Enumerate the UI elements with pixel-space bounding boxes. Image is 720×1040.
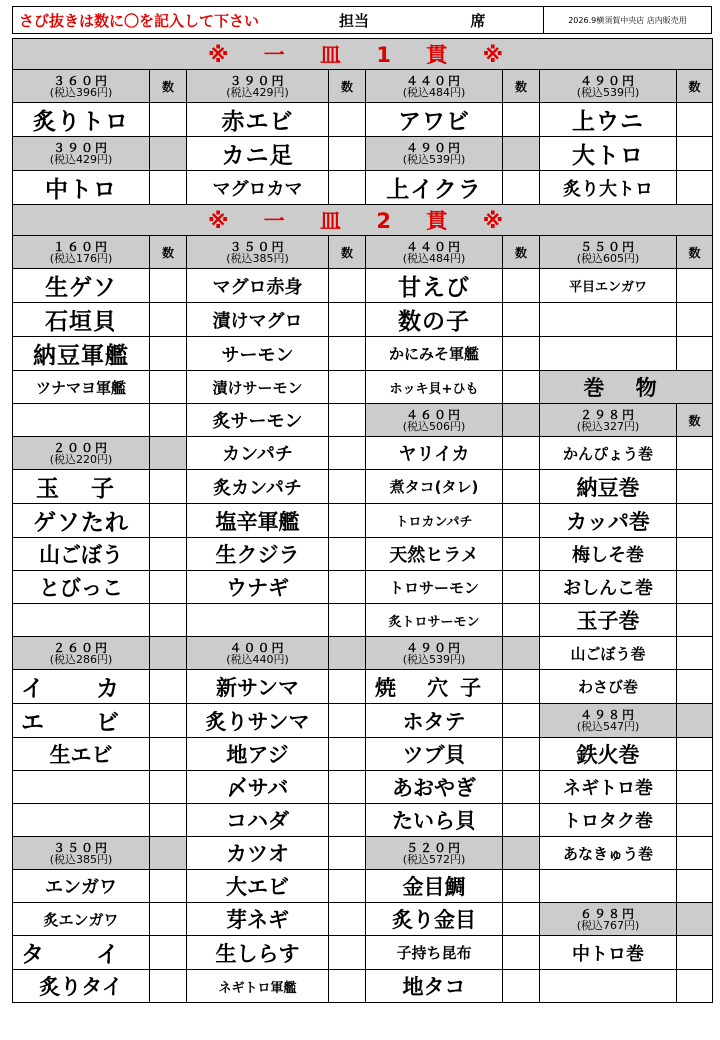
item-name: イ カ bbox=[13, 670, 150, 704]
item-name: 炙りトロ bbox=[13, 103, 150, 137]
qty-cell[interactable] bbox=[503, 804, 540, 837]
qty-cell[interactable] bbox=[503, 470, 540, 504]
qty-cell[interactable] bbox=[329, 470, 366, 504]
item-name: ツナマヨ軍艦 bbox=[13, 371, 150, 404]
qty-cell[interactable] bbox=[329, 936, 366, 970]
item-name: カニ足 bbox=[187, 137, 329, 171]
qty-cell[interactable] bbox=[329, 269, 366, 303]
item-name: 金目鯛 bbox=[366, 870, 503, 903]
qty-cell[interactable] bbox=[329, 103, 366, 137]
qty-cell[interactable] bbox=[150, 970, 187, 1003]
item-name: マグロ赤身 bbox=[187, 269, 329, 303]
section-title-1kan: ※ 一 皿 1 貫 ※ bbox=[13, 39, 713, 70]
qty-header bbox=[503, 837, 540, 870]
qty-cell[interactable] bbox=[503, 371, 540, 404]
qty-header: 数 bbox=[503, 236, 540, 269]
qty-cell[interactable] bbox=[503, 604, 540, 637]
item-name: 炙エンガワ bbox=[13, 903, 150, 936]
price-cell: ４００円 (税込440円) bbox=[187, 637, 329, 670]
qty-cell[interactable] bbox=[329, 337, 366, 371]
item-name: 赤エビ bbox=[187, 103, 329, 137]
staff-label: 担当 bbox=[339, 11, 370, 30]
qty-cell[interactable] bbox=[150, 704, 187, 738]
price-cell: ４９０円 (税込539円) bbox=[540, 70, 677, 103]
qty-cell[interactable] bbox=[150, 604, 187, 637]
item-name: 〆サバ bbox=[187, 771, 329, 804]
qty-cell[interactable] bbox=[150, 538, 187, 571]
qty-cell[interactable] bbox=[503, 704, 540, 738]
qty-cell[interactable] bbox=[677, 538, 713, 571]
qty-cell[interactable] bbox=[329, 137, 366, 171]
item-name: 山ごぼう巻 bbox=[540, 637, 677, 670]
item-name: 焼 穴子 bbox=[366, 670, 503, 704]
qty-cell[interactable] bbox=[150, 371, 187, 404]
qty-cell[interactable] bbox=[677, 936, 713, 970]
qty-header: 数 bbox=[329, 70, 366, 103]
blank-cell bbox=[13, 804, 150, 837]
qty-cell[interactable] bbox=[150, 404, 187, 437]
item-name: 炙トロサーモン bbox=[366, 604, 503, 637]
qty-cell[interactable] bbox=[503, 303, 540, 337]
qty-cell[interactable] bbox=[329, 538, 366, 571]
item-name: 甘えび bbox=[366, 269, 503, 303]
qty-cell[interactable] bbox=[150, 303, 187, 337]
qty-cell[interactable] bbox=[329, 804, 366, 837]
blank-cell bbox=[187, 604, 329, 637]
item-name: 上ウニ bbox=[540, 103, 677, 137]
price-cell: ３５０円 (税込385円) bbox=[187, 236, 329, 269]
item-name: サーモン bbox=[187, 337, 329, 371]
qty-header: 数 bbox=[677, 236, 713, 269]
blank-cell bbox=[13, 404, 150, 437]
blank-cell bbox=[13, 604, 150, 637]
qty-cell[interactable] bbox=[677, 269, 713, 303]
qty-cell[interactable] bbox=[503, 103, 540, 137]
qty-cell[interactable] bbox=[329, 171, 366, 205]
qty-cell[interactable] bbox=[329, 771, 366, 804]
price-cell: ５５０円 (税込605円) bbox=[540, 236, 677, 269]
item-name: 芽ネギ bbox=[187, 903, 329, 936]
item-name: 生エビ bbox=[13, 738, 150, 771]
price-cell: ４９８円 (税込547円) bbox=[540, 704, 677, 738]
qty-cell[interactable] bbox=[677, 103, 713, 137]
price-cell: ３９０円 (税込429円) bbox=[13, 137, 150, 171]
item-name: トロサーモン bbox=[366, 571, 503, 604]
item-name: エ ビ bbox=[13, 704, 150, 738]
item-name: 納豆軍艦 bbox=[13, 337, 150, 371]
qty-cell[interactable] bbox=[329, 738, 366, 771]
qty-cell[interactable] bbox=[677, 470, 713, 504]
item-name: 炙りタイ bbox=[13, 970, 150, 1003]
qty-header bbox=[503, 637, 540, 670]
item-name: 漬けサーモン bbox=[187, 371, 329, 404]
qty-cell[interactable] bbox=[677, 337, 713, 371]
blank-cell bbox=[540, 337, 677, 371]
item-name: カッパ巻 bbox=[540, 504, 677, 538]
item-name: あおやぎ bbox=[366, 771, 503, 804]
qty-cell[interactable] bbox=[503, 538, 540, 571]
qty-cell[interactable] bbox=[503, 903, 540, 936]
item-name: 平目エンガワ bbox=[540, 269, 677, 303]
qty-header bbox=[329, 637, 366, 670]
item-name: 炙りサンマ bbox=[187, 704, 329, 738]
item-name: とびっこ bbox=[13, 571, 150, 604]
blank-cell bbox=[540, 303, 677, 337]
item-name: 子持ち昆布 bbox=[366, 936, 503, 970]
price-cell: ２９８円 (税込327円) bbox=[540, 404, 677, 437]
qty-header bbox=[677, 704, 713, 738]
item-name: 炙サーモン bbox=[187, 404, 329, 437]
qty-cell[interactable] bbox=[150, 103, 187, 137]
qty-header bbox=[503, 404, 540, 437]
qty-header bbox=[150, 637, 187, 670]
item-name: 納豆巻 bbox=[540, 470, 677, 504]
qty-cell[interactable] bbox=[677, 504, 713, 538]
qty-cell[interactable] bbox=[503, 571, 540, 604]
qty-cell[interactable] bbox=[329, 970, 366, 1003]
item-name: 生しらす bbox=[187, 936, 329, 970]
qty-cell[interactable] bbox=[503, 269, 540, 303]
qty-header bbox=[150, 837, 187, 870]
qty-cell[interactable] bbox=[503, 670, 540, 704]
qty-header bbox=[150, 137, 187, 171]
price-cell: ３６０円 (税込396円) bbox=[13, 70, 150, 103]
qty-header: 数 bbox=[150, 70, 187, 103]
price-cell: ４６０円 (税込506円) bbox=[366, 404, 503, 437]
item-name: 炙り大トロ bbox=[540, 171, 677, 205]
qty-cell[interactable] bbox=[329, 903, 366, 936]
item-name: かにみそ軍艦 bbox=[366, 337, 503, 371]
qty-cell[interactable] bbox=[329, 704, 366, 738]
qty-cell[interactable] bbox=[677, 137, 713, 171]
price-cell: ４９０円 (税込539円) bbox=[366, 137, 503, 171]
qty-cell[interactable] bbox=[150, 738, 187, 771]
item-name: 山ごぼう bbox=[13, 538, 150, 571]
qty-cell[interactable] bbox=[150, 771, 187, 804]
qty-cell[interactable] bbox=[503, 337, 540, 371]
price-cell: ４４０円 (税込484円) bbox=[366, 236, 503, 269]
qty-cell[interactable] bbox=[677, 571, 713, 604]
item-name: 新サンマ bbox=[187, 670, 329, 704]
blank-cell bbox=[540, 970, 677, 1003]
qty-cell[interactable] bbox=[677, 771, 713, 804]
item-name: コハダ bbox=[187, 804, 329, 837]
qty-header: 数 bbox=[503, 70, 540, 103]
qty-cell[interactable] bbox=[503, 171, 540, 205]
item-name: エンガワ bbox=[13, 870, 150, 903]
price-cell: ４４０円 (税込484円) bbox=[366, 70, 503, 103]
qty-cell[interactable] bbox=[150, 504, 187, 538]
qty-cell[interactable] bbox=[677, 604, 713, 637]
price-cell: ２００円 (税込220円) bbox=[13, 437, 150, 470]
qty-cell[interactable] bbox=[677, 670, 713, 704]
qty-cell[interactable] bbox=[150, 269, 187, 303]
item-name: タ イ bbox=[13, 936, 150, 970]
qty-cell[interactable] bbox=[150, 903, 187, 936]
item-name: たいら貝 bbox=[366, 804, 503, 837]
qty-cell[interactable] bbox=[150, 470, 187, 504]
item-name: 中トロ巻 bbox=[540, 936, 677, 970]
qty-cell[interactable] bbox=[677, 738, 713, 771]
item-name: 天然ヒラメ bbox=[366, 538, 503, 571]
qty-cell[interactable] bbox=[329, 837, 366, 870]
item-name: トロカンパチ bbox=[366, 504, 503, 538]
item-name: 石垣貝 bbox=[13, 303, 150, 337]
qty-header: 数 bbox=[677, 70, 713, 103]
item-name: 炙り金目 bbox=[366, 903, 503, 936]
qty-cell[interactable] bbox=[677, 970, 713, 1003]
item-name: 塩辛軍艦 bbox=[187, 504, 329, 538]
qty-cell[interactable] bbox=[677, 637, 713, 670]
qty-cell[interactable] bbox=[329, 670, 366, 704]
item-name: おしんこ巻 bbox=[540, 571, 677, 604]
item-name: 漬けマグロ bbox=[187, 303, 329, 337]
item-name: ネギトロ巻 bbox=[540, 771, 677, 804]
qty-cell[interactable] bbox=[329, 870, 366, 903]
qty-cell[interactable] bbox=[150, 870, 187, 903]
qty-cell[interactable] bbox=[150, 936, 187, 970]
qty-cell[interactable] bbox=[677, 837, 713, 870]
qty-cell[interactable] bbox=[677, 303, 713, 337]
item-name: マグロカマ bbox=[187, 171, 329, 205]
item-name: ネギトロ軍艦 bbox=[187, 970, 329, 1003]
makimono-header: 巻 物 bbox=[540, 371, 713, 404]
item-name: かんぴょう巻 bbox=[540, 437, 677, 470]
price-cell: １６０円 (税込176円) bbox=[13, 236, 150, 269]
qty-cell[interactable] bbox=[503, 437, 540, 470]
store-note: 2026.9横須賀中央店 店内販売用 bbox=[543, 7, 711, 33]
order-sheet-header bbox=[12, 6, 712, 34]
item-name: 大エビ bbox=[187, 870, 329, 903]
qty-cell[interactable] bbox=[150, 804, 187, 837]
item-name: あなきゅう巻 bbox=[540, 837, 677, 870]
item-name: 数の子 bbox=[366, 303, 503, 337]
item-name: 炙カンパチ bbox=[187, 470, 329, 504]
price-cell: ３９０円 (税込429円) bbox=[187, 70, 329, 103]
item-name: 鉄火巻 bbox=[540, 738, 677, 771]
qty-cell[interactable] bbox=[150, 571, 187, 604]
item-name: アワビ bbox=[366, 103, 503, 137]
price-cell: ２６０円 (税込286円) bbox=[13, 637, 150, 670]
qty-cell[interactable] bbox=[503, 504, 540, 538]
item-name: 地アジ bbox=[187, 738, 329, 771]
qty-cell[interactable] bbox=[150, 171, 187, 205]
seat-label: 席 bbox=[470, 11, 486, 30]
item-name: カツオ bbox=[187, 837, 329, 870]
price-cell: ５２０円 (税込572円) bbox=[366, 837, 503, 870]
price-cell: ４９０円 (税込539円) bbox=[366, 637, 503, 670]
qty-cell[interactable] bbox=[150, 670, 187, 704]
qty-cell[interactable] bbox=[150, 337, 187, 371]
section-title-2kan: ※ 一 皿 2 貫 ※ bbox=[13, 205, 713, 236]
item-name: 上イクラ bbox=[366, 171, 503, 205]
qty-cell[interactable] bbox=[677, 870, 713, 903]
item-name: ホッキ貝+ひも bbox=[366, 371, 503, 404]
qty-cell[interactable] bbox=[677, 171, 713, 205]
item-name: 玉子巻 bbox=[540, 604, 677, 637]
item-name: ゲソたれ bbox=[13, 504, 150, 538]
item-name: カンパチ bbox=[187, 437, 329, 470]
qty-cell[interactable] bbox=[503, 936, 540, 970]
item-name: ホタテ bbox=[366, 704, 503, 738]
qty-header bbox=[503, 137, 540, 171]
qty-cell[interactable] bbox=[329, 571, 366, 604]
item-name: 煮タコ(タレ) bbox=[366, 470, 503, 504]
qty-cell[interactable] bbox=[503, 870, 540, 903]
qty-header: 数 bbox=[329, 236, 366, 269]
qty-header bbox=[150, 437, 187, 470]
qty-header: 数 bbox=[150, 236, 187, 269]
qty-cell[interactable] bbox=[503, 771, 540, 804]
order-grid bbox=[12, 38, 713, 1003]
item-name: ヤリイカ bbox=[366, 437, 503, 470]
qty-header: 数 bbox=[677, 404, 713, 437]
item-name: 玉 子 bbox=[13, 470, 150, 504]
qty-cell[interactable] bbox=[329, 504, 366, 538]
qty-cell[interactable] bbox=[329, 404, 366, 437]
item-name: 生ゲソ bbox=[13, 269, 150, 303]
qty-cell[interactable] bbox=[329, 604, 366, 637]
item-name: 生クジラ bbox=[187, 538, 329, 571]
price-cell: ６９８円 (税込767円) bbox=[540, 903, 677, 936]
item-name: トロタク巻 bbox=[540, 804, 677, 837]
item-name: 大トロ bbox=[540, 137, 677, 171]
blank-cell bbox=[540, 870, 677, 903]
item-name: ウナギ bbox=[187, 571, 329, 604]
item-name: 梅しそ巻 bbox=[540, 538, 677, 571]
item-name: 中トロ bbox=[13, 171, 150, 205]
qty-cell[interactable] bbox=[677, 804, 713, 837]
item-name: わさび巻 bbox=[540, 670, 677, 704]
qty-cell[interactable] bbox=[329, 303, 366, 337]
price-cell: ３５０円 (税込385円) bbox=[13, 837, 150, 870]
qty-cell[interactable] bbox=[503, 970, 540, 1003]
qty-cell[interactable] bbox=[329, 371, 366, 404]
item-name: 地タコ bbox=[366, 970, 503, 1003]
qty-cell[interactable] bbox=[329, 437, 366, 470]
blank-cell bbox=[13, 771, 150, 804]
item-name: ツブ貝 bbox=[366, 738, 503, 771]
qty-cell[interactable] bbox=[677, 437, 713, 470]
qty-header bbox=[677, 903, 713, 936]
instruction-text: さび抜きは数に〇を記入して下さい bbox=[19, 11, 260, 30]
qty-cell[interactable] bbox=[503, 738, 540, 771]
